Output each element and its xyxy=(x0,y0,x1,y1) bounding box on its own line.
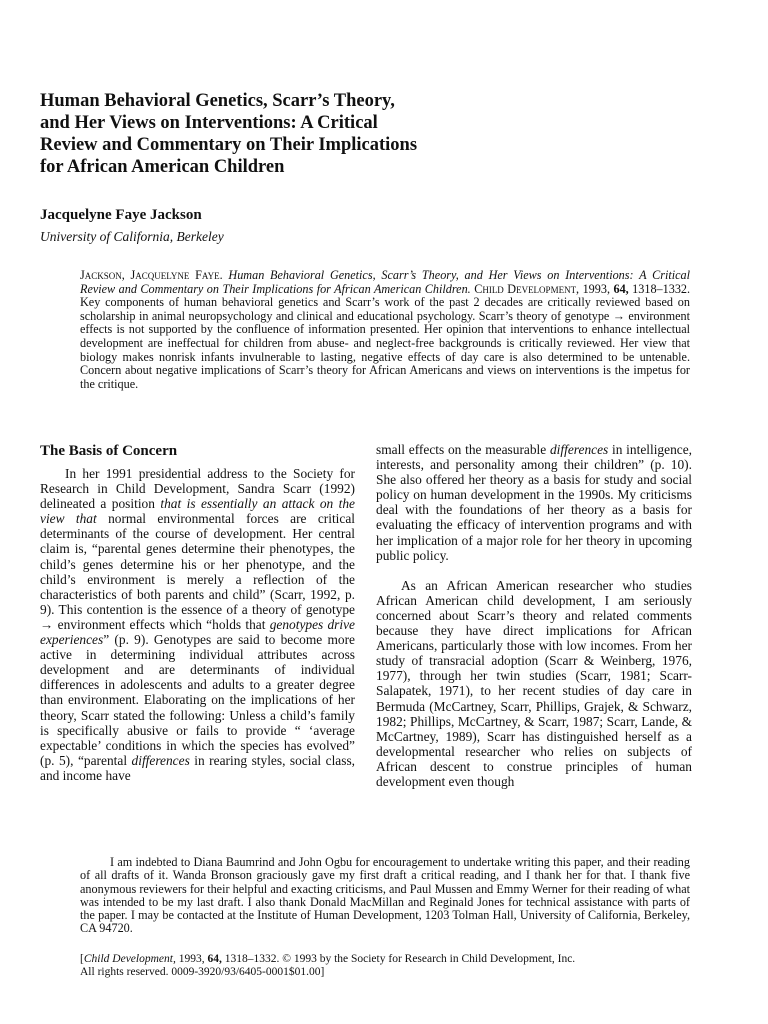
title-line-4: for African American Children xyxy=(40,157,285,177)
title-line-3: Review and Commentary on Their Implications xyxy=(40,135,418,155)
section-heading: The Basis of Concern xyxy=(40,443,178,459)
copyright-notice xyxy=(80,953,690,979)
right-column xyxy=(376,442,692,789)
abstract-author: Jackson, Jacquelyne Faye. xyxy=(80,268,223,282)
right-paragraph-1 xyxy=(376,442,692,563)
left-p1-part-a: In her 1991 presidential address to the Society for Research in Child Development, Sandra Scarr (1992) delineated a position xyxy=(40,466,355,512)
acknowledgment-footnote: I am indebted to Diana Baumrind and John Ogbu for encouragement to undertake writing this paper, and their reading of all drafts of it. Wanda Bronson graciously gave my first draft a critical reading, and I thank her for that. I thank five anonymous reviewers for their helpful and exacting criticisms, and Paul Mussen and Emmy Werner for their reading of what was intended to be my last draft. I also thank Donald MacMillan and Reginald Jones for technical assistance with parts of the paper. I may be contacted at the Institute of Human Development, 1203 Tolman Hall, University of California, Berkeley, CA 94720. xyxy=(80,855,690,936)
abstract-year: 1993, xyxy=(582,281,610,296)
left-p1-italic-3: differences xyxy=(131,752,190,768)
right-paragraph-2: As an African American researcher who studies African American child development, I am seriously concerned about Scarr’s theory and related comments because they have direct implications for African Americans, particularly those with low incomes. From her study of transracial adoption (Scarr & Weinberg, 1976, 1977), through her twin studies (Scarr, 1981; Scarr-Salapatek, 1971), to her recent studies of day care in Bermuda (McCartney, Scarr, Phillips, Grajek, & Schwarz, 1982; Phillips, McCartney, & Scarr, 1987; Scarr, Lande, & McCartney, 1989), Scarr has distinguished herself as a developmental researcher who relies on subjects of African descent to construe principles of human development even though xyxy=(376,577,692,789)
copyright-year: 1993, xyxy=(175,953,208,965)
right-p1-part-b: in intelligence, interests, and personality among their children” (p. 10). She also offered her theory as a basis for study and social policy on human development in the 1990s. My criticisms deal with the foundations of her theory as a basis for evaluating the efficacy of intervention programs and with her implication of a major role for her theory in upcoming public policy. xyxy=(376,442,692,563)
author-affiliation: University of California, Berkeley xyxy=(40,229,224,244)
left-p1-part-b: normal environmental forces are critical determinants of the course of development. Her central claim is, “parental genes determine their phenotypes, the child’s genes determine his or her phenotype, and the child’s environment is merely a reflection of the characteristics of both parents and child” (Scarr, 1992, p. 9). This contention is the essence of a theory of genotype → environment effects which “holds that xyxy=(40,511,355,632)
copyright-open-bracket: [ xyxy=(80,953,84,965)
paper-title xyxy=(40,90,560,178)
copyright-journal: Child Development, xyxy=(83,953,176,965)
abstract-text: 1318–1332. Key components of human behavioral genetics and Scarr’s work of the past 2 decades are critically reviewed based on scholarship in animal neuropsychology and clinical and educational psychology. Scarr’s theory of genotype → environment effects is not supported by the confluence of information presented. Her opinion that interventions to enhance intellectual development are ineffectual for children from abuse- and neglect-free backgrounds is critically reviewed. Her view that biology makes nonrisk infants invulnerable to lasting, negative effects of day care is also determined to be untenable. Concern about negative implications of Scarr’s theory for African Americans and views on interventions is the impetus for the critique. xyxy=(80,281,691,391)
author-name: Jacquelyne Faye Jackson xyxy=(40,207,202,223)
title-line-2: and Her Views on Interventions: A Critical xyxy=(40,113,378,133)
left-paragraph-1 xyxy=(40,466,355,783)
right-p1-italic: differences xyxy=(549,442,609,457)
abstract-title: Human Behavioral Genetics, Scarr’s Theory, and Her Views on Interventions: A Critical Review and Commentary on Their Implications for African American Children. xyxy=(80,268,690,296)
abstract xyxy=(80,269,690,391)
abstract-volume: 64, xyxy=(613,281,629,296)
left-column xyxy=(40,442,355,783)
left-p1-italic-1: that is essentially an attack on the view that xyxy=(40,496,355,527)
copyright-volume: 64, xyxy=(207,953,222,965)
right-p1-part-a: small effects on the measurable xyxy=(376,442,550,457)
left-p1-italic-2: genotypes drive experiences xyxy=(40,616,355,648)
abstract-journal: Child Development, xyxy=(474,281,580,296)
title-line-1: Human Behavioral Genetics, Scarr’s Theory, xyxy=(40,91,395,111)
left-p1-part-c: ” (p. 9). Genotypes are said to become more active in determining individual attributes across development and are determinants of individual differences in adolescents and adults to a greater degree than environment. Elaborating on the implications of her theory, Scarr stated the following: Unless a child’s family is specifically abusive or fails to provide “ ‘average expectable’ conditions in which the species has evolved” (p. 5), “parental xyxy=(40,632,355,768)
left-p1-part-d: in rearing styles, social class, and income have xyxy=(40,752,356,783)
copyright-line-1-rest: 1318–1332. © 1993 by the Society for Research in Child Development, Inc. xyxy=(221,953,576,965)
copyright-line-2: All rights reserved. 0009-3920/93/6405-0001$01.00] xyxy=(80,966,325,978)
